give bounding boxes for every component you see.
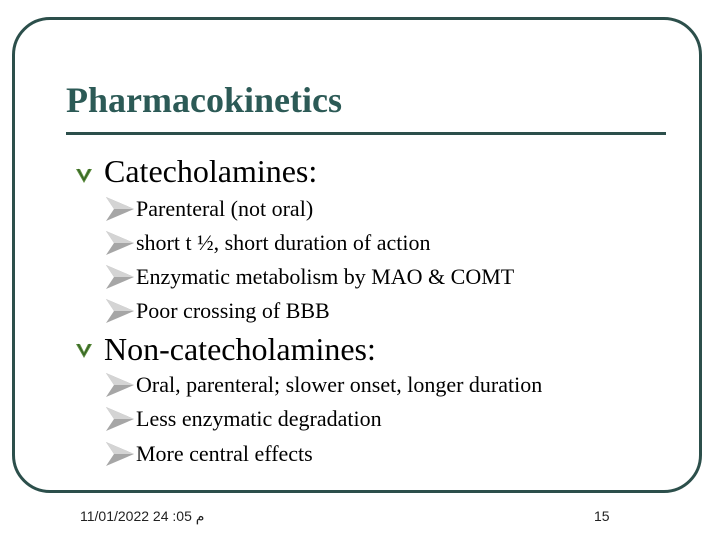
section-heading-non-catecholamines: Non-catecholamines: — [104, 331, 376, 367]
arrow-bullet-icon — [104, 263, 136, 291]
title-underline — [66, 132, 666, 135]
list-item-text: Parenteral (not oral) — [136, 196, 314, 221]
list-item — [104, 262, 514, 292]
list-item-text: Enzymatic metabolism by MAO & COMT — [136, 264, 515, 289]
list-item — [104, 439, 313, 469]
list-item — [104, 370, 542, 400]
section-heading-catecholamines: Catecholamines: — [104, 153, 318, 189]
list-item-text: Oral, parenteral; slower onset, longer duration — [136, 372, 543, 397]
page-number: 15 — [594, 508, 610, 524]
list-item — [104, 296, 330, 326]
diamond-v-bullet-icon — [74, 166, 94, 186]
arrow-bullet-icon — [104, 297, 136, 325]
arrow-bullet-icon — [104, 195, 136, 223]
list-item — [104, 194, 313, 224]
list-item-text: More central effects — [136, 441, 313, 466]
list-item-text: Poor crossing of BBB — [136, 298, 330, 323]
arrow-bullet-icon — [104, 229, 136, 257]
list-item — [104, 228, 431, 258]
footer-date: م 05: 24 11/01/2022 — [80, 508, 205, 524]
list-item — [104, 404, 382, 434]
slide-title: Pharmacokinetics — [66, 80, 342, 120]
diamond-v-bullet-icon — [74, 341, 94, 361]
arrow-bullet-icon — [104, 405, 136, 433]
arrow-bullet-icon — [104, 440, 136, 468]
list-item-text: short t ½, short duration of action — [136, 230, 431, 255]
list-item-text: Less enzymatic degradation — [136, 406, 382, 431]
arrow-bullet-icon — [104, 371, 136, 399]
